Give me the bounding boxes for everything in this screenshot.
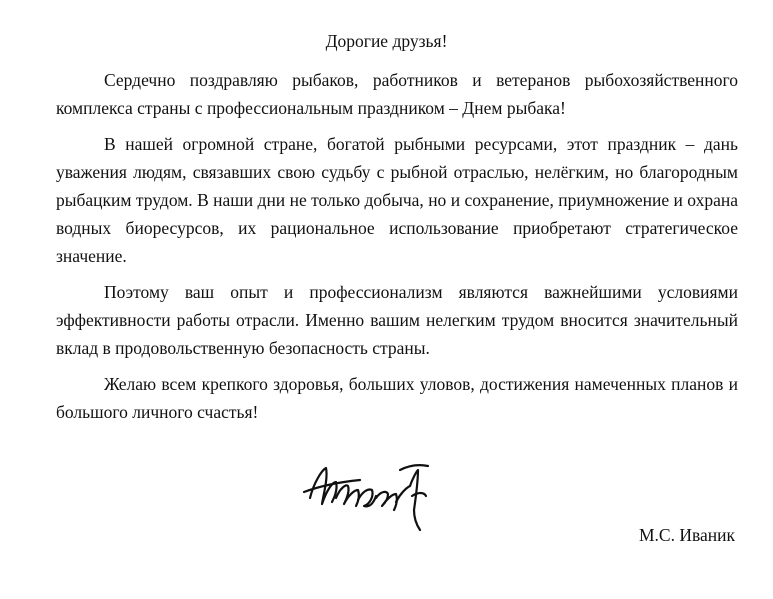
signer-name: М.С. Иваник	[638, 525, 735, 545]
paragraph-wishes: Желаю всем крепкого здоровья, больших уловов, достижения намеченных планов и большого личного счастья!	[56, 374, 738, 422]
paragraph-respect: В нашей огромной стране, богатой рыбными ресурсами, этот праздник – дань уважения людям, связавших свою судьбу с рыбной отраслью, нелёгким, но благородным рыбацким трудом. В наши дни не только добыча, но и сохранение, приумножение и охрана водных биоресурсов, их рациональное использование приобретают стратегическое значение.	[56, 134, 738, 266]
letter-body	[56, 66, 738, 434]
paragraph-congratulation: Сердечно поздравляю рыбаков, работников и ветеранов рыбохозяйственного комплекса страны с профессиональным праздником – Днем рыбака!	[56, 70, 738, 118]
signature-icon	[300, 452, 450, 537]
greeting: Дорогие друзья!	[325, 31, 448, 51]
paragraph-experience: Поэтому ваш опыт и профессионализм являются важнейшими условиями эффективности работы отрасли. Именно вашим нелегким трудом вносится значительный вклад в продовольственную безопасность страны.	[56, 282, 738, 358]
